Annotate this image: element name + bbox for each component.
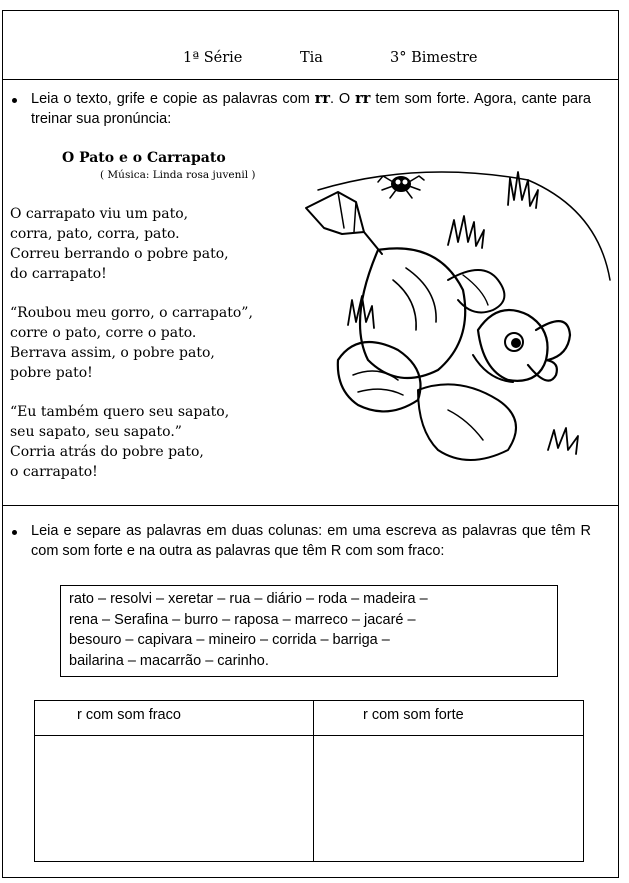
bullet-1 bbox=[12, 98, 17, 103]
poem-line: “Roubou meu gorro, o carrapato”, bbox=[10, 305, 253, 321]
poem-subtitle: ( Música: Linda rosa juvenil ) bbox=[100, 169, 256, 181]
section-divider bbox=[3, 505, 618, 506]
answer-cell-strong[interactable] bbox=[314, 736, 583, 861]
word-bank-line: rato – resolvi – xeretar – rua – diário – roda – madeira – bbox=[69, 591, 428, 607]
poem-stanza-1 bbox=[10, 204, 229, 284]
column-header-strong: r com som forte bbox=[363, 707, 464, 723]
grade-label: 1ª Série bbox=[183, 50, 243, 66]
teacher-label: Tia bbox=[300, 50, 323, 66]
poem-line: Corria atrás do pobre pato, bbox=[10, 444, 204, 460]
poem-line: corra, pato, corra, pato. bbox=[10, 226, 180, 242]
word-bank-line: bailarina – macarrão – carinho. bbox=[69, 652, 269, 669]
bullet-2 bbox=[12, 530, 17, 535]
poem-stanza-3 bbox=[10, 402, 229, 482]
duck-illustration bbox=[298, 150, 616, 480]
exercise2-instruction: Leia e separe as palavras em duas colunas: em uma escreva as palavras que têm R com som forte e na outra as palavras que têm R com som fraco: bbox=[31, 523, 591, 559]
poem-stanza-2 bbox=[10, 303, 253, 383]
header-divider bbox=[3, 79, 618, 80]
poem-line: Correu berrando o pobre pato, bbox=[10, 246, 229, 262]
poem-line: pobre pato! bbox=[10, 365, 93, 381]
poem-line: do carrapato! bbox=[10, 266, 107, 282]
word-bank bbox=[60, 585, 558, 677]
poem-line: o carrapato! bbox=[10, 464, 98, 480]
poem-line: “Eu também quero seu sapato, bbox=[10, 404, 230, 420]
exercise1-instruction: Leia o texto, grife e copie as palavras com rr. O rr tem som forte. Agora, cante para treinar sua pronúncia: bbox=[31, 90, 591, 127]
word-bank-line: besouro – capivara – mineiro – corrida – barriga – bbox=[69, 632, 390, 648]
word-bank-line: rena – Serafina – burro – raposa – marreco – jacaré – bbox=[69, 611, 416, 628]
column-header-weak: r com som fraco bbox=[77, 707, 181, 723]
answer-cell-weak[interactable] bbox=[35, 736, 312, 861]
poem-line: Berrava assim, o pobre pato, bbox=[10, 345, 215, 361]
term-label: 3° Bimestre bbox=[390, 50, 478, 66]
answer-table bbox=[34, 700, 584, 862]
poem-line: O carrapato viu um pato, bbox=[10, 206, 189, 222]
spider-icon bbox=[378, 176, 424, 198]
poem-line: corre o pato, corre o pato. bbox=[10, 325, 197, 341]
poem-line: seu sapato, seu sapato.” bbox=[10, 424, 182, 440]
poem-title: O Pato e o Carrapato bbox=[62, 150, 226, 166]
